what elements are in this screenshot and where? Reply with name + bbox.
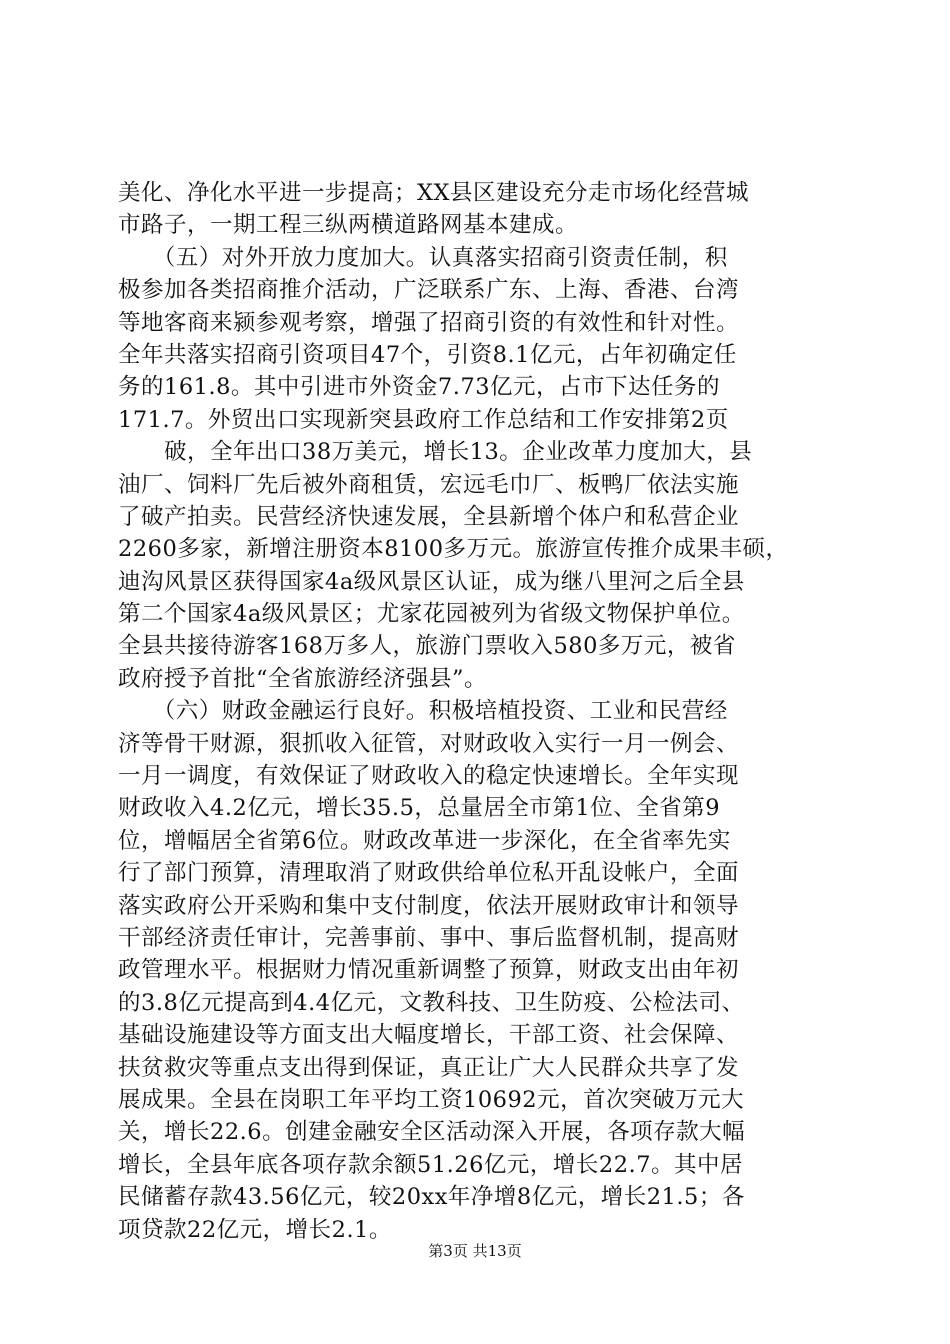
text-line: 位，增幅居全省第6位。财政改革进一步深化，在全省率先实 [118, 827, 731, 854]
text-line: 政府授予首批“全省旅游经济强县”。 [118, 665, 488, 692]
text-line: 破，全年出口38万美元，增长13。企业改革力度加大，县 [118, 439, 753, 466]
text-line: 民储蓄存款43.56亿元，较20xx年净增8亿元，增长21.5；各 [118, 1184, 745, 1211]
text-line: 美化、净化水平进一步提高；XX县区建设充分走市场化经营城 [118, 180, 750, 206]
text-line: 政管理水平。根据财力情况重新调整了预算，财政支出由年初 [118, 957, 740, 984]
document-body [118, 177, 833, 1246]
text-line: 济等骨干财源，狠抓收入征管，对财政收入实行一月一例会、 [118, 730, 740, 757]
text-line: 2260多家，新增注册资本8100多万元。旅游宣传推介成果丰硕， [118, 536, 789, 563]
text-line: 扶贫救灾等重点支出得到保证，真正让广大人民群众共享了发 [118, 1054, 740, 1081]
text-line: （五）对外开放力度加大。认真落实招商引资责任制，积 [118, 244, 728, 271]
text-line: 一月一调度，有效保证了财政收入的稳定快速增长。全年实现 [118, 763, 740, 790]
text-line: 展成果。全县在岗职工年平均工资10692元，首次突破万元大 [118, 1086, 745, 1113]
text-line: 油厂、饲料厂先后被外商租赁，宏远毛巾厂、板鸭厂依法实施 [118, 471, 740, 498]
text-line: 极参加各类招商推介活动，广泛联系广东、上海、香港、台湾 [118, 277, 740, 304]
text-line: 落实政府公开采购和集中支付制度，依法开展财政审计和领导 [118, 892, 740, 919]
text-line: 关，增长22.6。创建金融安全区活动深入开展，各项存款大幅 [118, 1119, 746, 1146]
text-line: 迪沟风景区获得国家4a级风景区认证，成为继八里河之后全县 [118, 568, 745, 595]
text-line: 基础设施建设等方面支出大幅度增长，干部工资、社会保障、 [118, 1022, 740, 1049]
text-line: 全县共接待游客168万多人，旅游门票收入580多万元，被省 [118, 633, 736, 660]
text-line: 财政收入4.2亿元，增长35.5，总量居全市第1位、全省第9 [118, 795, 721, 822]
text-line: （六）财政金融运行良好。积极培植投资、工业和民营经 [118, 698, 728, 725]
text-line: 干部经济责任审计，完善事前、事中、事后监督机制，提高财 [118, 924, 740, 951]
text-line: 项贷款22亿元，增长2.1。 [118, 1216, 392, 1243]
text-line: 行了部门预算，清理取消了财政供给单位私开乱设帐户，全面 [118, 860, 740, 887]
page-number-footer: 第3页 共13页 [428, 1242, 522, 1260]
text-line: 的3.8亿元提高到4.4亿元，文教科技、卫生防疫、公检法司、 [118, 989, 745, 1016]
text-line: 171.7。外贸出口实现新突县政府工作总结和工作安排第2页 [118, 406, 729, 433]
text-line: 第二个国家4a级风景区；尤家花园被列为省级文物保护单位。 [118, 601, 745, 628]
text-line: 市路子，一期工程三纵两横道路网基本建成。 [118, 212, 579, 239]
text-line: 了破产拍卖。民营经济快速发展，全县新增个体户和私营企业 [118, 503, 740, 530]
text-line: 务的161.8。其中引进市外资金7.73亿元，占市下达任务的 [118, 374, 721, 401]
text-line: 等地客商来颍参观考察，增强了招商引资的有效性和针对性。 [118, 309, 740, 336]
text-line: 全年共落实招商引资项目47个，引资8.1亿元，占年初确定任 [118, 341, 737, 368]
text-line: 增长，全县年底各项存款余额51.26亿元，增长22.7。其中居 [118, 1151, 744, 1178]
